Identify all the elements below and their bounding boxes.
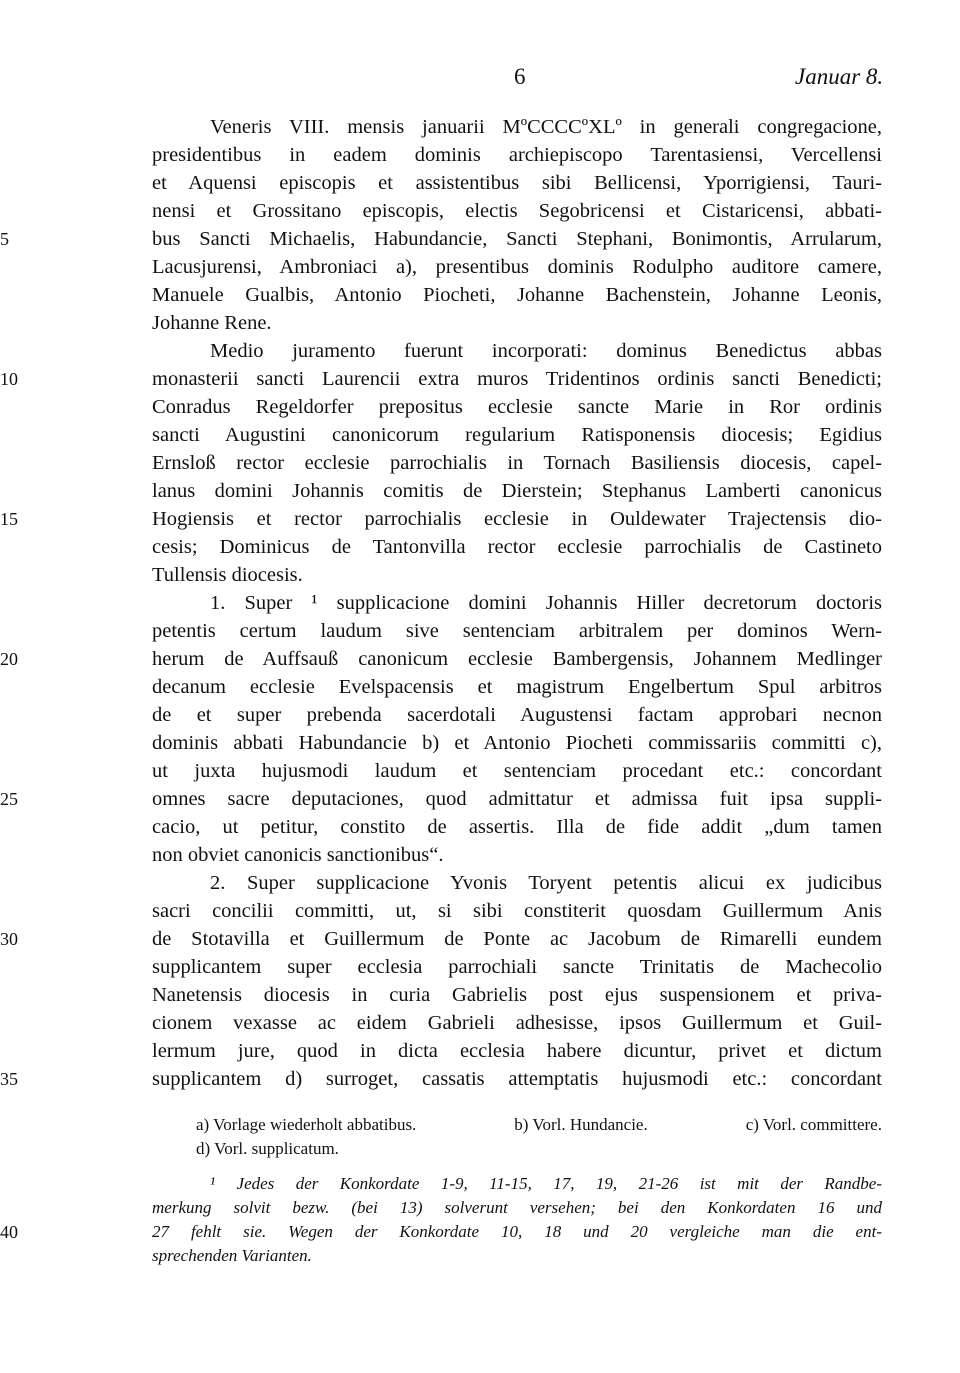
line-number: 10 — [0, 369, 18, 389]
text-line — [152, 533, 882, 561]
text-line — [0, 225, 882, 253]
line-text: Medio juramento fuerunt incorporati: dominus Benedictus abbas — [210, 340, 882, 362]
apparatus-note-c: c) Vorl. committere. — [745, 1115, 882, 1134]
text-line — [152, 337, 882, 365]
line-text: 2. Super supplicacione Yvonis Toryent petentis alicui ex judicibus — [210, 872, 882, 894]
text-line — [152, 309, 882, 337]
text-line — [152, 113, 882, 141]
text-line — [152, 141, 882, 169]
text-line — [152, 953, 882, 981]
text-line — [152, 869, 882, 897]
line-text: monasterii sancti Laurencii extra muros Tridentinos ordinis sancti Benedicti; — [152, 368, 882, 390]
line-text: Hogiensis et rector parrochialis ecclesie in Ouldewater Trajectensis dio- — [152, 508, 882, 530]
line-text: Nanetensis diocesis in curia Gabrielis post ejus suspensionem et priva- — [152, 984, 882, 1006]
text-line — [152, 561, 882, 589]
text-line — [0, 505, 882, 533]
line-text: ut juxta hujusmodi laudum et sentenciam procedant etc.: concordant — [152, 760, 882, 782]
footnote — [0, 1172, 882, 1268]
line-number: 5 — [0, 229, 9, 249]
text-line — [152, 1009, 882, 1037]
line-text: de et super prebenda sacerdotali Augustensi factam approbari necnon — [152, 704, 882, 726]
line-text: sancti Augustini canonicorum regularium Ratisponensis diocesis; Egidius — [152, 424, 882, 446]
line-text: cacio, ut petitur, constito de assertis. Illa de fide addit „dum tamen — [152, 816, 882, 838]
line-number: 15 — [0, 509, 18, 529]
apparatus-row — [152, 1113, 882, 1137]
text-line — [152, 197, 882, 225]
footnote-text: ¹ Jedes der Konkordate 1-9, 11-15, 17, 19, 21-26 ist mit der Randbe- — [210, 1174, 882, 1193]
line-number: 35 — [0, 1069, 18, 1089]
text-line — [152, 393, 882, 421]
line-text: lermum jure, quod in dicta ecclesia habere dicuntur, privet et dictum — [152, 1040, 882, 1062]
apparatus-note-b: b) Vorl. Hundancie. — [514, 1115, 648, 1134]
critical-apparatus — [152, 1113, 882, 1161]
text-line — [152, 253, 882, 281]
page-number: 6 — [514, 64, 526, 89]
line-text: Johanne Rene. — [152, 312, 272, 334]
line-text: decanum ecclesie Evelspacensis et magistrum Engelbertum Spul arbitros — [152, 676, 882, 698]
footnote-text: merkung solvit bezw. (bei 13) solverunt versehen; bei den Konkordaten 16 und — [152, 1198, 882, 1217]
text-line — [152, 1037, 882, 1065]
text-line — [152, 841, 882, 869]
text-line — [0, 365, 882, 393]
apparatus-note-d: d) Vorl. supplicatum. — [196, 1139, 339, 1158]
line-text: presidentibus in eadem dominis archiepiscopo Tarentasiensi, Vercellensi — [152, 144, 882, 166]
text-line — [152, 281, 882, 309]
line-text: bus Sancti Michaelis, Habundancie, Sancti Stephani, Bonimontis, Arrularum, — [152, 228, 882, 250]
line-number: 40 — [0, 1222, 18, 1242]
line-text: supplicantem d) surroget, cassatis attemptatis hujusmodi etc.: concordant — [152, 1068, 882, 1090]
text-line — [152, 673, 882, 701]
line-number: 20 — [0, 649, 18, 669]
text-line — [152, 757, 882, 785]
line-text: cionem vexasse ac eidem Gabrieli adhesisse, ipsos Guillermum et Guil- — [152, 1012, 882, 1034]
text-line — [152, 897, 882, 925]
text-line — [152, 813, 882, 841]
line-number: 25 — [0, 789, 18, 809]
footnote-line — [152, 1172, 882, 1196]
line-text: Manuele Gualbis, Antonio Piocheti, Johanne Bachenstein, Johanne Leonis, — [152, 284, 882, 306]
running-head: Januar 8. — [795, 64, 884, 89]
text-line — [152, 617, 882, 645]
footnote-text: sprechenden Varianten. — [152, 1246, 312, 1265]
footnote-line — [152, 1196, 882, 1220]
footnote-text: 27 fehlt sie. Wegen der Konkordate 10, 18 und 20 vergleiche man die ent- — [152, 1222, 882, 1241]
line-text: de Stotavilla et Guillermum de Ponte ac Jacobum de Rimarelli eundem — [152, 928, 882, 950]
text-line — [152, 701, 882, 729]
main-text — [0, 113, 882, 1093]
text-line — [152, 169, 882, 197]
text-line — [152, 589, 882, 617]
apparatus-note-a: a) Vorlage wiederholt abbatibus. — [196, 1115, 417, 1134]
text-line — [152, 729, 882, 757]
text-line — [152, 421, 882, 449]
text-line — [0, 925, 882, 953]
text-line — [152, 449, 882, 477]
text-line — [152, 981, 882, 1009]
line-text: et Aquensi episcopis et assistentibus sibi Bellicensi, Yporrigiensi, Tauri- — [152, 172, 882, 194]
line-text: Veneris VIII. mensis januarii MºCCCCºXLº in generali congregacione, — [210, 116, 882, 138]
line-text: supplicantem super ecclesia parrochiali sancte Trinitatis de Machecolio — [152, 956, 882, 978]
text-line — [0, 645, 882, 673]
line-text: Tullensis diocesis. — [152, 564, 303, 586]
line-text: Conradus Regeldorfer prepositus ecclesie sancte Marie in Ror ordinis — [152, 396, 882, 418]
line-text: petentis certum laudum sive sentenciam arbitralem per dominos Wern- — [152, 620, 882, 642]
line-text: omnes sacre deputaciones, quod admittatur et admissa fuit ipsa suppli- — [152, 788, 882, 810]
line-text: dominis abbati Habundancie b) et Antonio Piocheti commissariis committi c), — [152, 732, 882, 754]
text-line — [152, 477, 882, 505]
apparatus-row — [152, 1137, 882, 1161]
text-line — [0, 785, 882, 813]
line-text: non obviet canonicis sanctionibus“. — [152, 844, 444, 866]
line-text: Ernsloß rector ecclesie parrochialis in Tornach Basiliensis diocesis, capel- — [152, 452, 882, 474]
line-text: lanus domini Johannis comitis de Dierstein; Stephanus Lamberti canonicus — [152, 480, 882, 502]
line-text: Lacusjurensi, Ambroniaci a), presentibus dominis Rodulpho auditore camere, — [152, 256, 882, 278]
line-number: 30 — [0, 929, 18, 949]
footnote-line — [152, 1244, 882, 1268]
line-text: herum de Auffsauß canonicum ecclesie Bambergensis, Johannem Medlinger — [152, 648, 882, 670]
line-text: nensi et Grossitano episcopis, electis Segobricensi et Cistaricensi, abbati- — [152, 200, 882, 222]
line-text: cesis; Dominicus de Tantonvilla rector ecclesie parrochialis de Castineto — [152, 536, 882, 558]
line-text: sacri concilii committi, ut, si sibi constiterit quosdam Guillermum Anis — [152, 900, 882, 922]
page-header — [0, 64, 960, 94]
footnote-line — [0, 1220, 882, 1244]
line-text: 1. Super ¹ supplicacione domini Johannis Hiller decretorum doctoris — [210, 592, 882, 614]
text-line — [0, 1065, 882, 1093]
